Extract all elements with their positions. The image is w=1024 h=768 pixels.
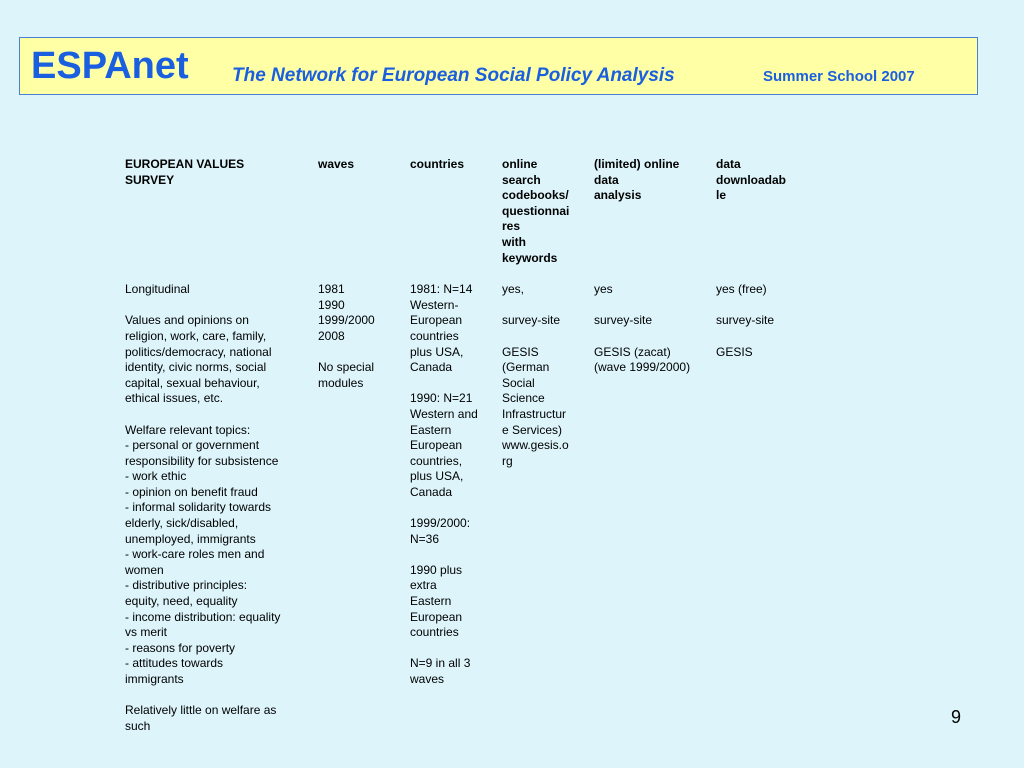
table-header-row — [125, 157, 806, 266]
cell-waves: 1981 1990 1999/2000 2008 No special modules — [318, 282, 375, 390]
title-banner — [19, 37, 978, 95]
header-survey-name: EUROPEAN VALUES SURVEY — [125, 157, 245, 187]
cell-description: Longitudinal Values and opinions on religion, work, care, family, politics/democracy, national identity, civic norms, social capital, sexual behaviour, ethical issues, etc. Welfare relevant topics: - personal or government responsibility for subsistence - work ethic - opinion on benefit fraud - informal solidarity towards elderly, sick/disabled, unemployed, immigrants - work-care roles men and women - distributive principles: equity, need, equality - income distribution: equality vs merit - reasons for poverty - attitudes towards immigrants Relatively little on welfare as such — [125, 282, 281, 733]
cell-online-analysis: yes survey-site GESIS (zacat) (wave 1999/2000) — [594, 282, 691, 375]
header-waves: waves — [318, 157, 355, 171]
header-online-search: online search codebooks/ questionnai res with keywords — [502, 157, 570, 265]
event-label: Summer School 2007 — [763, 68, 915, 85]
network-subtitle: The Network for European Social Policy Analysis — [232, 65, 675, 86]
page-number: 9 — [951, 707, 962, 727]
cell-countries: 1981: N=14 Western- European countries plus USA, Canada 1990: N=21 Western and Eastern European countries, plus USA, Canada 1999/2000: N=36 1990 plus extra Eastern European countries N=9 in all 3 waves — [410, 282, 478, 686]
brand-title: ESPAnet — [31, 45, 189, 87]
cell-online-search: yes, survey-site GESIS (German Social Science Infrastructur e Services) www.gesis.o rg — [502, 282, 569, 468]
table-row — [125, 282, 806, 734]
survey-table — [125, 157, 806, 734]
header-downloadable: data downloadab le — [716, 157, 786, 203]
header-online-analysis: (limited) online data analysis — [594, 157, 680, 203]
cell-downloadable: yes (free) survey-site GESIS — [716, 282, 775, 359]
header-countries: countries — [410, 157, 465, 171]
